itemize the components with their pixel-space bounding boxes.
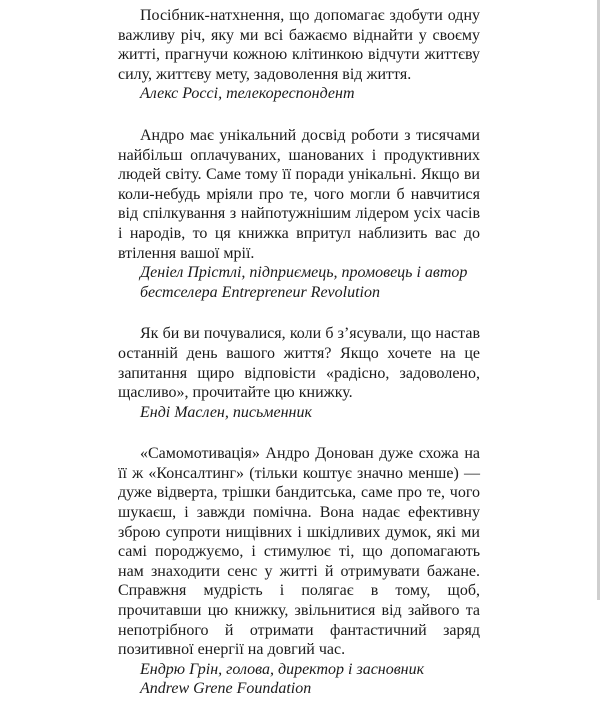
blurb-3 xyxy=(118,324,480,422)
blurb-attribution-org: Andrew Grene Foundation xyxy=(140,680,312,698)
blurb-text: «Самомотивація» Андро Донован дуже схожа на її ж «Консалтинг» (тільки коштує значно менше) — дуже відверта, трішки бандитська, саме про те, чого шукаєш, і завжди помічна. Вона надає ефективну зброю супроти нищівних і шкідливих думок, які ми самі породжуємо, і стимулює ті, що допомагають нам знаходити сенс у житті й отримувати бажане. Справжня мудрість і полягає в тому, щоб, прочитавши цю книжку, звільнитися від зайвого та непотрібного й отримати фантастичний заряд позитивної енергії на довгий час. xyxy=(118,445,480,659)
blurb-attribution: Алекс Россі, телекореспондент xyxy=(140,85,355,103)
blurb-4 xyxy=(118,444,480,699)
blurb-text: Як би ви почувалися, коли б з’ясували, що настав останній день вашого життя? Якщо хочете на це запитання щиро відповісти «радісно, задоволено, щасливо», прочитайте цю книжку. xyxy=(118,325,480,402)
blurb-attribution: Енді Маслен, письменник xyxy=(140,403,312,421)
blurb-attribution: Ендрю Грін, голова, директор і засновник xyxy=(140,660,425,678)
blurb-text: Андро має унікальний досвід роботи з тисячами найбільш оплачуваних, шанованих і продуктивних людей світу. Саме тому її поради унікальні. Якщо ви коли-небудь мріяли про те, чого могли б навчитися від спілкування з найпотужнішим лідером усіх часів і народів, то ця книжка впритул наблизить вас до втілення вашої мрії. xyxy=(118,126,480,262)
blurb-2 xyxy=(118,126,480,302)
blurb-attribution-line-2: бестселера Entrepreneur Revolution xyxy=(140,283,380,301)
book-page xyxy=(118,6,480,721)
blurb-text: Посібник-натхнення, що допомагає здобути одну важливу річ, яку ми всі бажаємо віднайти у своєму житті, прагнучи кожною клітинкою відчути життєву силу, життєву мету, задоволення від життя. xyxy=(118,7,480,83)
blurb-1 xyxy=(118,6,480,104)
blurb-attribution: Деніел Прістлі, підприємець, промовець і автор xyxy=(140,264,468,282)
